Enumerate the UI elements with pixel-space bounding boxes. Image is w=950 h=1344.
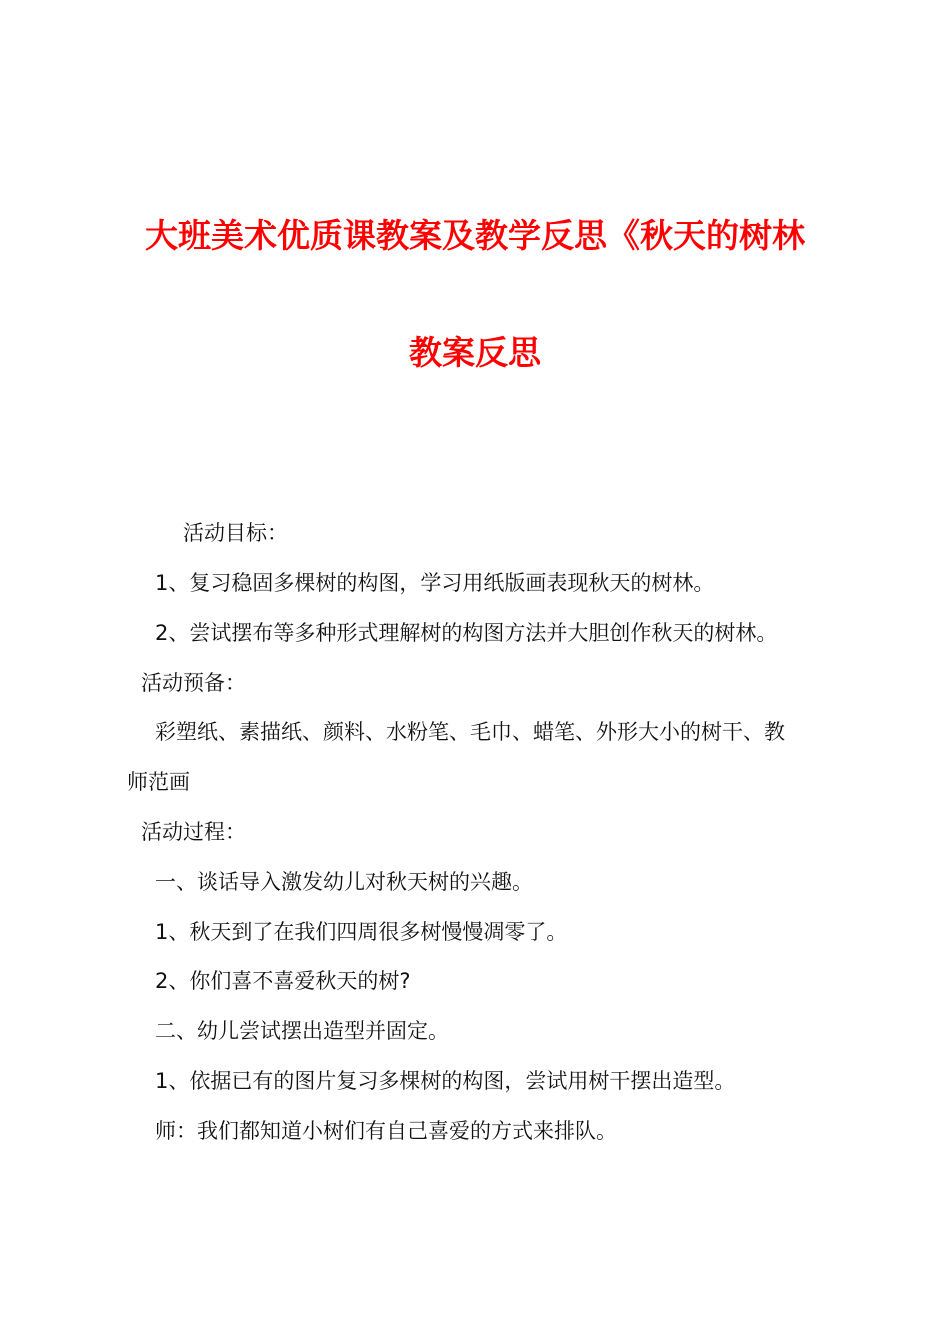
teacher-line: 师：我们都知道小树们有自己喜爱的方式来排队。	[155, 1119, 617, 1143]
process-item-2-1: 1、依据已有的图片复习多棵树的构图，尝试用树干摆出造型。	[155, 1069, 736, 1093]
process-item-1-1: 1、秋天到了在我们四周很多树慢慢凋零了。	[155, 920, 568, 944]
process-step-1: 一、谈话导入激发幼儿对秋天树的兴趣。	[155, 870, 533, 894]
process-step-2: 二、幼儿尝试摆出造型并固定。	[155, 1019, 449, 1043]
goal-item-1: 1、复习稳固多棵树的构图，学习用纸版画表现秋天的树林。	[155, 571, 715, 595]
section-heading-goals: 活动目标：	[183, 521, 288, 545]
section-heading-process: 活动过程：	[141, 820, 246, 844]
document-title-line-1: 大班美术优质课教案及教学反思《秋天的树林	[145, 216, 805, 255]
materials-text-continued: 师范画	[127, 770, 190, 794]
materials-text: 彩塑纸、素描纸、颜料、水粉笔、毛巾、蜡笔、外形大小的树干、教	[155, 720, 785, 744]
section-heading-materials: 活动预备：	[141, 671, 246, 695]
document-title-line-2: 教案反思	[409, 333, 541, 372]
goal-item-2: 2、尝试摆布等多种形式理解树的构图方法并大胆创作秋天的树林。	[155, 621, 778, 645]
process-item-1-2: 2、你们喜不喜爱秋天的树?	[155, 969, 411, 993]
